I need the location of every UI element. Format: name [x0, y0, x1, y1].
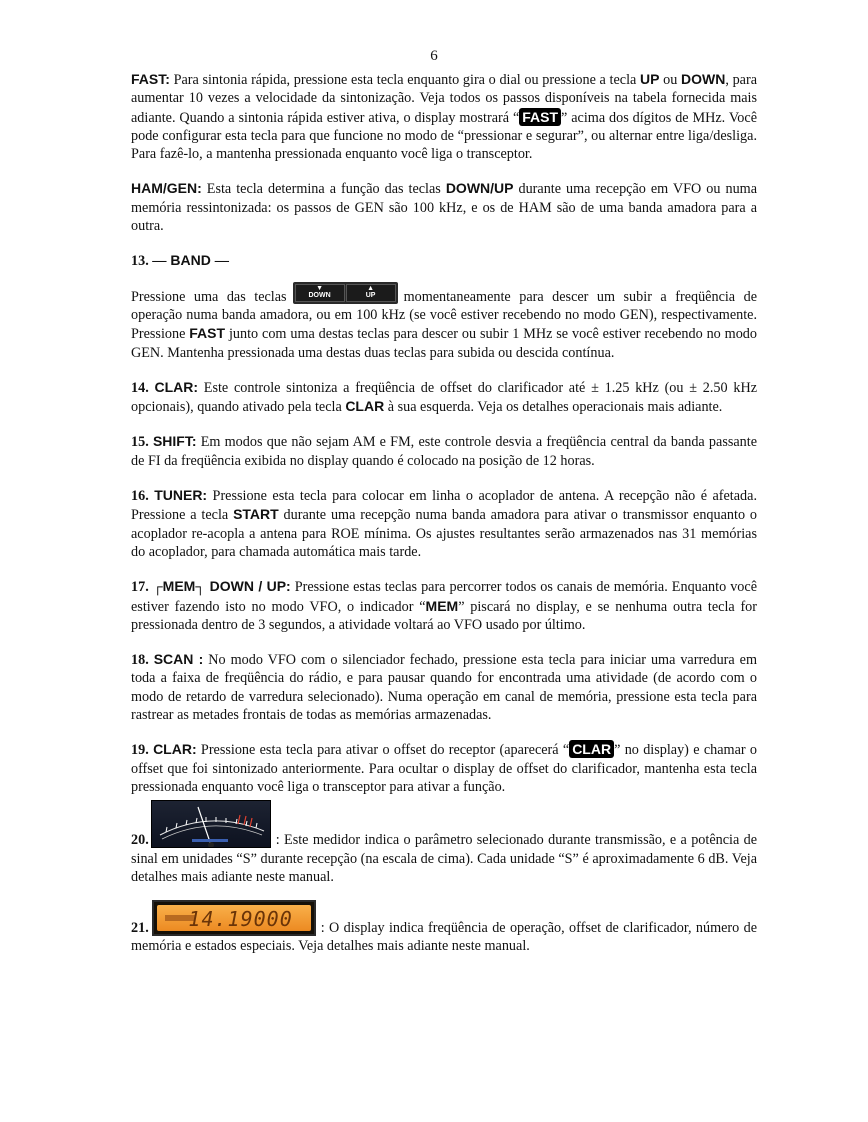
hamgen-label: HAM/GEN:	[131, 180, 202, 197]
text: Esta tecla determina a função das teclas	[201, 181, 446, 198]
section-number: 20.	[131, 832, 149, 849]
text: : Este medidor indica o parâmetro selecionado durante transmissão, e a potência de sinal em unidades “S” durante recepção (na escala de cima). Cada unidade “S” é aproximadamente 6 dB. Veja detalhes mais adiante neste manual.	[131, 832, 757, 885]
scan-label: SCAN :	[153, 651, 204, 668]
up-arrow-icon: ▲	[367, 284, 375, 292]
paragraph-clar-19	[131, 740, 757, 796]
up-label: UP	[365, 291, 376, 299]
text: No modo VFO com o silenciador fechado, pressione esta tecla para iniciar uma varredura em toda a faixa de freqüência do rádio, e para pausar quando for encontrada uma atividade (de acordo com o modo de retardo de varredura selecionado). Numa operação em canal de memória, pressione esta tecla para rastrear as metades frontais de todas as memórias armazenadas.	[131, 652, 757, 724]
section-number: 17.	[131, 579, 153, 596]
text: junto com uma destas teclas para descer ou subir 1 MHz se você estiver recebendo no modo GEN. Mantenha pressionada uma destas duas teclas para subida ou descida contínua.	[131, 326, 757, 361]
text: : O display indica freqüência de operação, offset de clarificador, número de memória e estados especiais. Veja detalhes mais adiante neste manual.	[131, 920, 757, 955]
paragraph-clar-14	[131, 378, 757, 417]
meter-dial-icon	[152, 801, 270, 847]
down-button-image	[295, 284, 345, 302]
text: Em modos que não sejam AM e FM, este controle desvia a freqüência central da banda passante de FI da freqüência exibida no display quando é colocado na posição de 12 horas.	[131, 434, 757, 469]
paragraph-scan	[131, 650, 757, 724]
down-arrow-icon: ▼	[316, 284, 324, 292]
paragraph-meter	[131, 800, 757, 886]
section-number: 14.	[131, 379, 155, 396]
down-label: DOWN	[308, 291, 331, 299]
section-number: 15.	[131, 434, 153, 451]
text: durante uma recepção numa banda amadora para ativar o transmissor enquanto o acoplador re-acopla a antena para ROE mínima. Os ajustes resultantes serão armazenados nas 31 memórias do acoplador, para chamada automática mais tarde.	[131, 507, 758, 560]
up-button-image	[346, 284, 396, 302]
text: momentaneamente para descer um subir a freqüência de operação numa banda amadora, ou em 100 kHz (se você estiver recebendo no modo GEN), respectivamente. Pressione	[131, 288, 758, 343]
fast-label: FAST:	[131, 71, 170, 87]
section-number: 21.	[131, 920, 149, 937]
page-number: 6	[430, 48, 438, 64]
text: Para sintonia rápida, pressione esta tecla enquanto gira o dial ou pressione a tecla	[169, 72, 640, 88]
tuner-label: TUNER:	[154, 487, 208, 504]
section-number: 19.	[131, 742, 154, 759]
section-number: 13. —	[131, 253, 167, 270]
section-number: 16.	[131, 488, 155, 505]
text: , para aumentar 10 vezes a velocidade da sintonização. Veja todos os passos disponíveis na tabela fornecida mais adiante. Quando a sintonia rápida estiver ativa, o display mostrará “	[131, 72, 757, 126]
text: durante uma recepção em VFO ou numa memória ressintonizada: os passos de GEN são 100 kHz, e os de HAM são de uma banda amadora para a outra.	[131, 181, 758, 235]
text: Pressione estas teclas para percorrer todos os canais de memória. Enquanto você estiver fazendo isto no modo VFO, o indicador “	[131, 579, 757, 615]
text: Pressione esta tecla para ativar o offset do receptor (aparecerá “	[196, 742, 570, 759]
shift-label: SHIFT:	[152, 433, 197, 450]
clar-label: CLAR:	[154, 378, 199, 395]
mem-label: ┌MEM┐ DOWN / UP:	[152, 578, 291, 595]
mem-key: MEM	[425, 597, 459, 614]
dash: —	[214, 253, 229, 270]
text: ou	[659, 72, 682, 88]
start-key: START	[233, 506, 279, 523]
fast-key: FAST	[189, 325, 226, 342]
down-key: DOWN	[681, 71, 726, 87]
up-key: UP	[640, 71, 660, 87]
text: ” no display) e chamar o offset que foi sintonizado anteriormente. Para ocultar o display de offset do clarificador, mantenha esta tecla pressionada enquanto você liga o transceptor para ativar a função.	[131, 742, 758, 795]
paragraph-tuner	[131, 486, 757, 561]
fast-badge: FAST	[519, 108, 561, 126]
text: Pressione uma das teclas	[131, 288, 287, 305]
paragraph-display	[131, 900, 757, 956]
frequency-digits: 14.19000	[188, 907, 293, 932]
text: ” piscará no display, e se nenhuma outra tecla for pressionada dentro de 3 segundos, a atividade voltará ao VFO usado por último.	[131, 598, 757, 633]
text: à sua esquerda. Veja os detalhes operacionais mais adiante.	[384, 399, 723, 416]
text: Este controle sintoniza a freqüência de offset do clarificador até ± 1.25 kHz (ou ± 2.50 kHz opcionais), quando ativado pela tecla	[131, 379, 757, 416]
page-content	[131, 70, 757, 956]
clar-badge: CLAR	[569, 740, 614, 758]
paragraph-band	[131, 282, 757, 362]
paragraph-mem	[131, 577, 757, 634]
band-key: BAND	[166, 252, 215, 269]
text: ” acima dos dígitos de MHz. Você pode configurar esta tecla para que funcione no modo de “pressionar e segurar”, ou alternar entre liga/desliga. Para fazê-lo, a mantenha pressionada enquanto você liga o transceptor.	[131, 109, 757, 163]
text: Pressione esta tecla para colocar em linha o acoplador de antena. A recepção não é afetada. Pressione a tecla	[131, 488, 757, 524]
paragraph-fast	[131, 70, 757, 163]
lcd-screen	[157, 905, 311, 931]
frequency-display-image	[152, 900, 316, 936]
paragraph-shift	[131, 432, 757, 470]
downup-keys: DOWN/UP	[445, 180, 514, 197]
clar-label: CLAR:	[153, 741, 197, 758]
paragraph-hamgen	[131, 179, 757, 235]
meter-image	[151, 800, 271, 848]
band-heading	[131, 251, 757, 270]
clar-key: CLAR	[345, 398, 385, 415]
section-number: 18.	[131, 652, 154, 669]
down-up-buttons-image	[293, 282, 398, 304]
